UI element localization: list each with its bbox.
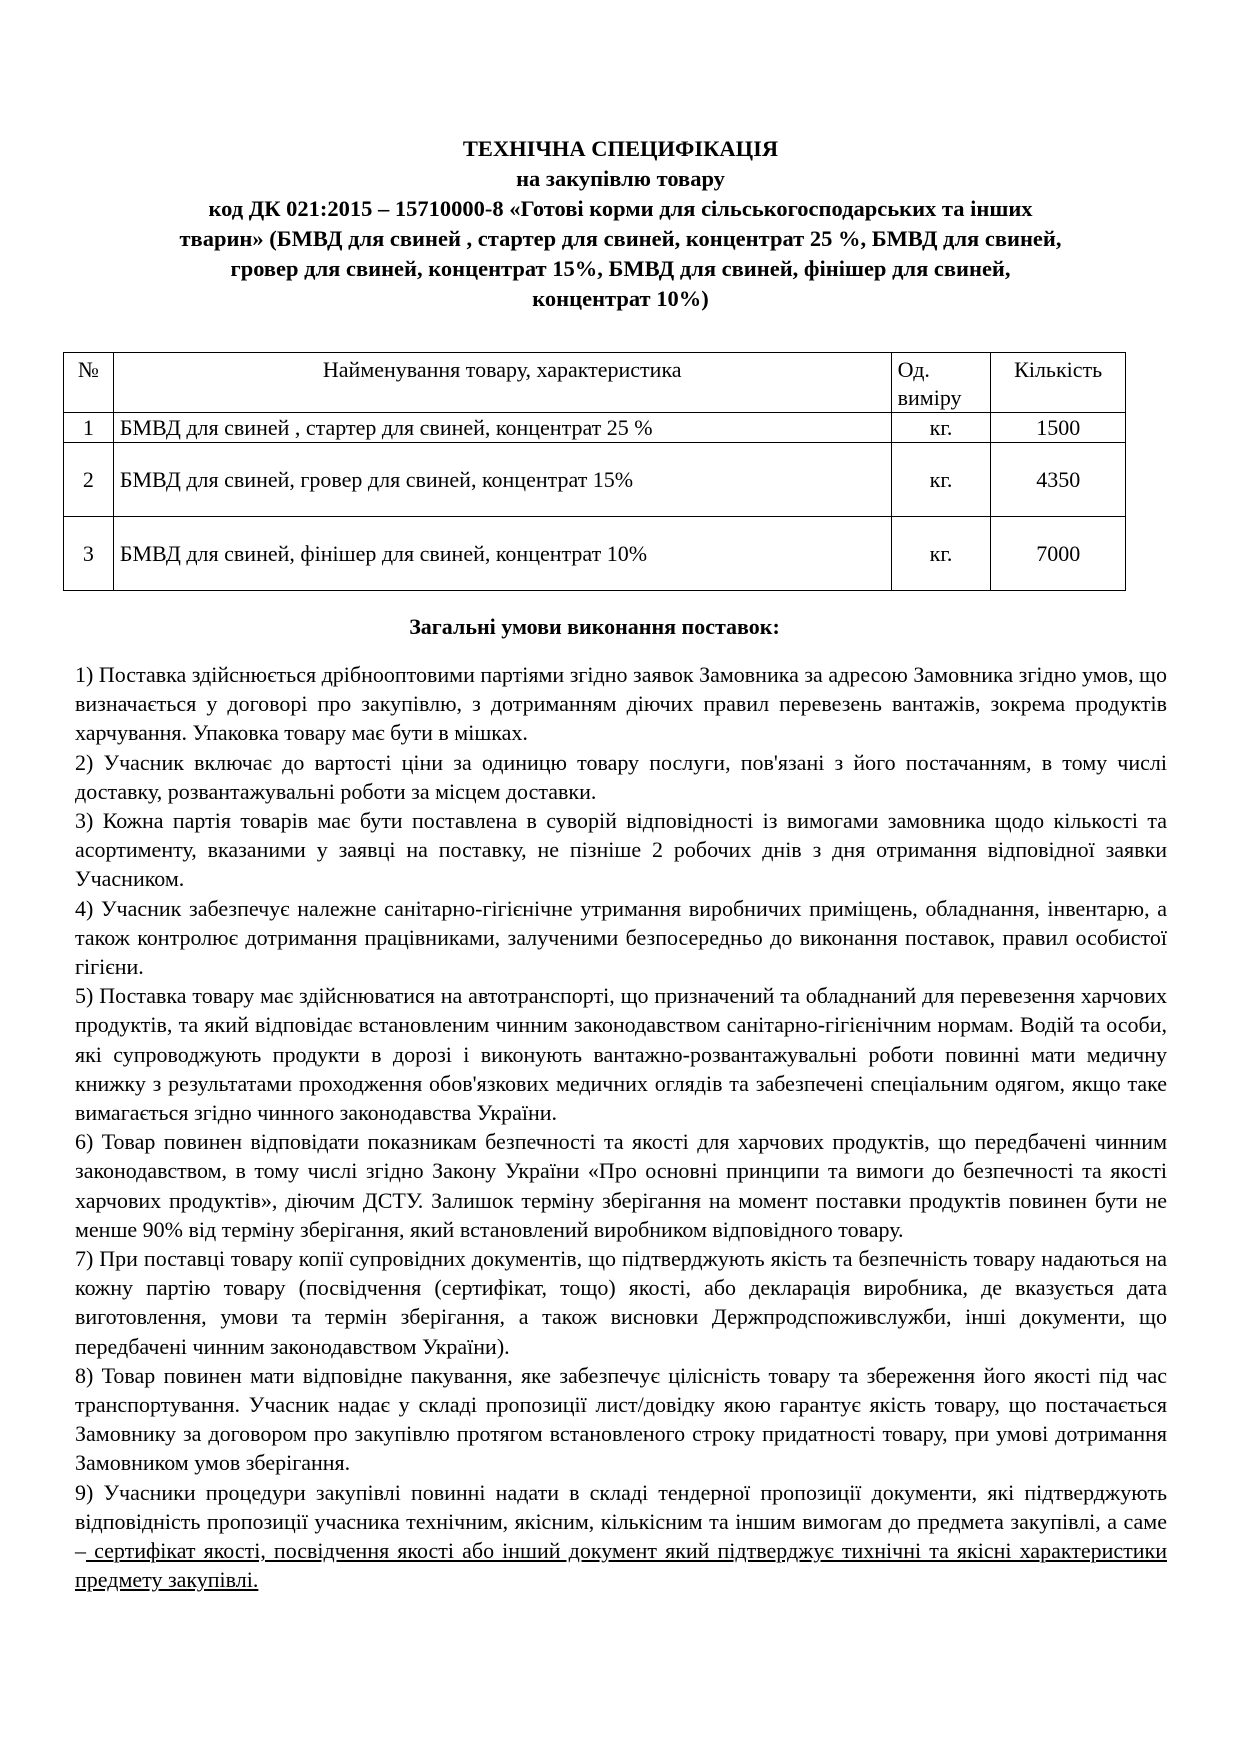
row-number: 3 bbox=[64, 517, 114, 591]
condition-item: 2) Учасник включає до вартості ціни за одиницю товару послуги, пов'язані з його постачанням, в тому числі доставку, розвантажувальні роботи за місцем доставки. bbox=[75, 749, 1167, 804]
condition-item: 3) Кожна партія товарів має бути поставлена в суворій відповідності із вимогами замовника щодо кількості та асортименту, вказаними у заявці на поставку, не пізніше 2 робочих днів з дня отримання відповідної заявки Учасником. bbox=[75, 808, 1167, 892]
row-unit: кг. bbox=[891, 517, 991, 591]
document-title bbox=[100, 134, 1141, 314]
row-number: 1 bbox=[64, 413, 114, 443]
row-name: БМВД для свиней, фінішер для свиней, концентрат 10% bbox=[113, 517, 891, 591]
row-name: БМВД для свиней, гровер для свиней, концентрат 15% bbox=[113, 443, 891, 517]
condition-item: 8) Товар повинен мати відповідне пакування, яке забезпечує цілісність товару та збереження його якості під час транспортування. Учасник надає у складі пропозиції лист/довідку якою гарантує якість товару, що постачається Замовнику за договором про закупівлю протягом встановленого строку придатності товару, при умові дотримання Замовником умов зберігання. bbox=[75, 1362, 1167, 1476]
header-name: Найменування товару, характеристика bbox=[113, 353, 891, 413]
condition-item-9-text: 9) Учасники процедури закупівлі повинні надати в складі тендерної пропозиції документи, які підтверджують відповідність пропозиції учасника технічним, якісним, кількісним та іншим вимогам до предмета закупівлі, а саме – bbox=[75, 1479, 1167, 1564]
row-quantity: 4350 bbox=[991, 443, 1126, 517]
condition-item-9-underlined: сертифікат якості, посвідчення якості або інший документ який підтверджує тихнічні та якісні характеристики предмету закупівлі. bbox=[75, 1538, 1167, 1593]
table-header-row bbox=[64, 353, 1126, 413]
row-number: 2 bbox=[64, 443, 114, 517]
conditions-list bbox=[75, 660, 1167, 1595]
header-unit-line-2: виміру bbox=[897, 385, 962, 410]
condition-item-9 bbox=[75, 1478, 1167, 1595]
row-quantity: 1500 bbox=[991, 413, 1126, 443]
condition-item: 5) Поставка товару має здійснюватися на автотранспорті, що призначений та обладнаний для перевезення харчових продуктів, та який відповідає встановленим чинним законодавством санітарно-гігієнічним нормам. Водій та особи, які супроводжують продукти в дорозі і виконують вантажно-розвантажувальні роботи повинні мати медичну книжку з результатами проходження обов'язкових медичних оглядів та забезпечені спеціальним одягом, якщо таке вимагається згідно чинного законодавства України. bbox=[75, 983, 1167, 1126]
title-line-5: гровер для свиней, концентрат 15%, БМВД для свиней, фінішер для свиней, bbox=[230, 256, 1011, 281]
header-quantity: Кількість bbox=[991, 353, 1126, 413]
title-line-2: на закупівлю товару bbox=[516, 166, 725, 191]
specification-table bbox=[63, 352, 1126, 591]
condition-item: 7) При поставці товару копії супровідних документів, що підтверджують якість та безпечність товару надаються на кожну партію товару (посвідчення (сертифікат, тощо) якості, або декларація виробника, де вказується дата виготовлення, умови та термін зберігання, а також висновки Держпродспоживслужби, інші документи, що передбачені чинним законодавством України). bbox=[75, 1246, 1167, 1359]
condition-item: 6) Товар повинен відповідати показникам безпечності та якості для харчових продуктів, що передбачені чинним законодавством, в тому числі згідно Закону України «Про основні принципи та вимоги до безпечності та якості харчових продуктів», діючим ДСТУ. Залишок терміну зберігання на момент поставки продуктів повинен бути не менше 90% від терміну зберігання, який встановлений виробником відповідного товару. bbox=[75, 1129, 1167, 1242]
title-line-3: код ДК 021:2015 – 15710000-8 «Готові корми для сільськогосподарських та інших bbox=[208, 196, 1033, 221]
row-unit: кг. bbox=[891, 443, 991, 517]
conditions-heading: Загальні умови виконання поставок: bbox=[409, 614, 780, 639]
row-unit: кг. bbox=[891, 413, 991, 443]
title-line-1: ТЕХНІЧНА СПЕЦИФІКАЦІЯ bbox=[462, 136, 779, 161]
table-row bbox=[64, 517, 1126, 591]
header-number: № bbox=[64, 353, 114, 413]
title-line-4: тварин» (БМВД для свиней , стартер для свиней, концентрат 25 %, БМВД для свиней, bbox=[179, 226, 1062, 251]
header-unit bbox=[891, 353, 991, 413]
condition-item: 1) Поставка здійснюється дрібнооптовими партіями згідно заявок Замовника за адресою Замовника згідно умов, що визначається у договорі про закупівлю, з дотриманням діючих правил перевезень вантажів, зокрема продуктів харчування. Упаковка товару має бути в мішках. bbox=[75, 662, 1167, 746]
row-name: БМВД для свиней , стартер для свиней, концентрат 25 % bbox=[113, 413, 891, 443]
condition-item: 4) Учасник забезпечує належне санітарно-гігієнічне утримання виробничих приміщень, обладнання, інвентарю, а також контролює дотримання працівниками, залученими безпосередньо до виконання поставок, правил особистої гігієни. bbox=[75, 895, 1167, 980]
row-quantity: 7000 bbox=[991, 517, 1126, 591]
header-unit-line-1: Од. bbox=[897, 357, 930, 382]
title-line-6: концентрат 10%) bbox=[532, 286, 709, 311]
table-row bbox=[64, 413, 1126, 443]
table-row bbox=[64, 443, 1126, 517]
